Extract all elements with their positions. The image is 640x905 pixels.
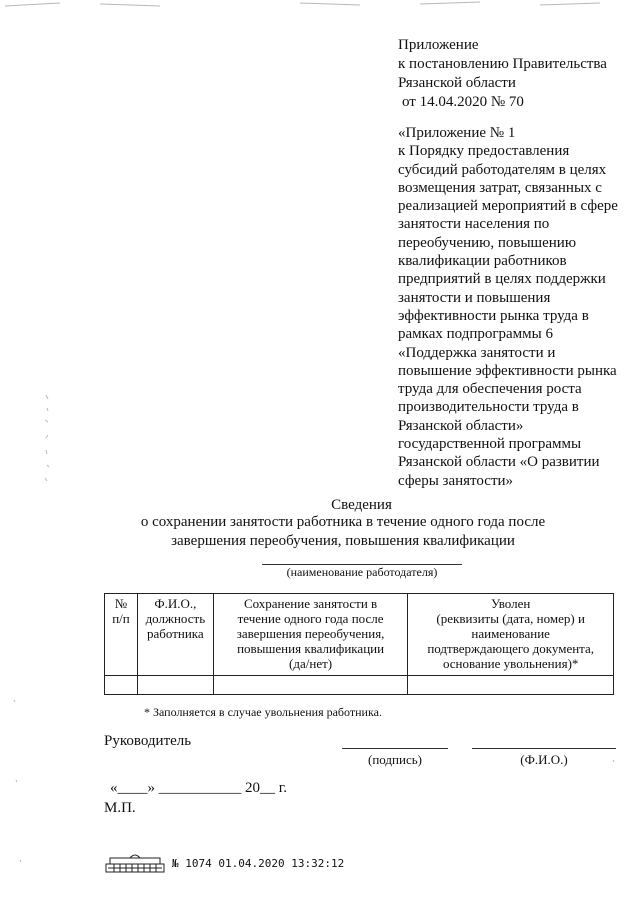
- header-cell-name: Ф.И.О., должность работника: [137, 594, 213, 676]
- appendix-line: занятости населения по: [398, 216, 550, 233]
- appendix-line: переобучению, повышению: [398, 234, 577, 251]
- table-cell[interactable]: [213, 676, 408, 695]
- appendix-line: Рязанской области «О развитии: [398, 454, 600, 471]
- table-cell[interactable]: [137, 676, 213, 695]
- appendix-line: рамках подпрограммы 6: [398, 326, 553, 343]
- table-header-row: [105, 594, 614, 676]
- appendix-line: квалификации работников: [398, 253, 567, 270]
- manager-label: Руководитель: [104, 733, 192, 749]
- form-title: Сведения: [331, 497, 392, 513]
- header-line: Рязанской области: [398, 75, 516, 91]
- appendix-line: сферы занятости»: [398, 472, 514, 489]
- header-line: от 14.04.2020 № 70: [402, 94, 524, 110]
- signature-line: [342, 748, 448, 749]
- appendix-line: субсидий работодателям в целях: [398, 161, 607, 178]
- appendix-line: возмещения затрат, связанных с: [398, 179, 602, 196]
- header-cell-number: № п/п: [105, 594, 138, 676]
- appendix-line: «Поддержка занятости и: [398, 344, 556, 361]
- employer-caption: (наименование работодателя): [286, 565, 438, 579]
- fio-line: [472, 748, 616, 749]
- government-building-icon: [104, 852, 166, 874]
- document-header: [398, 36, 607, 112]
- header-cell-retention: Сохранение занятости в течение одного года после завершения переобучения, повышения квалификации (да/нет): [213, 594, 408, 676]
- signature-caption: (подпись): [368, 752, 422, 767]
- fio-caption: (Ф.И.О.): [520, 752, 568, 767]
- appendix-line: «Приложение № 1: [398, 125, 516, 141]
- table-row: [105, 676, 614, 695]
- seal-placeholder: М.П.: [104, 800, 136, 816]
- table-cell[interactable]: [105, 676, 138, 695]
- appendix-line: повышение эффективности рынка: [398, 362, 617, 379]
- appendix-line: эффективности рынка труда в: [398, 307, 589, 324]
- appendix-line: государственной программы: [398, 436, 582, 453]
- registration-stamp: № 1074 01.04.2020 13:32:12: [172, 857, 345, 870]
- form-subtitle: [0, 513, 640, 551]
- footnote: * Заполняется в случае увольнения работника.: [144, 705, 382, 719]
- appendix-line: реализацией мероприятий в сфере: [398, 198, 618, 215]
- appendix-line: труда для обеспечения роста: [398, 381, 582, 398]
- date-line: «____» ___________ 20__ г.: [110, 780, 287, 796]
- subtitle-line: завершения переобучения, повышения квалификации: [171, 533, 515, 549]
- table-cell[interactable]: [408, 676, 614, 695]
- header-cell-dismissed: Уволен (реквизиты (дата, номер) и наименование подтверждающего документа, основание увольнения)*: [408, 594, 614, 676]
- appendix-line: производительности труда в: [398, 399, 579, 416]
- appendix-reference: [398, 124, 634, 490]
- header-line: Приложение: [398, 37, 479, 53]
- appendix-line: предприятий в целях поддержки: [398, 271, 606, 288]
- subtitle-line: о сохранении занятости работника в течение одного года после: [140, 514, 546, 530]
- appendix-line: Рязанской области»: [398, 417, 524, 434]
- appendix-line: занятости и повышения: [398, 289, 551, 306]
- appendix-line: к Порядку предоставления: [398, 143, 570, 160]
- employment-table: [104, 593, 614, 695]
- header-line: к постановлению Правительства: [398, 56, 607, 72]
